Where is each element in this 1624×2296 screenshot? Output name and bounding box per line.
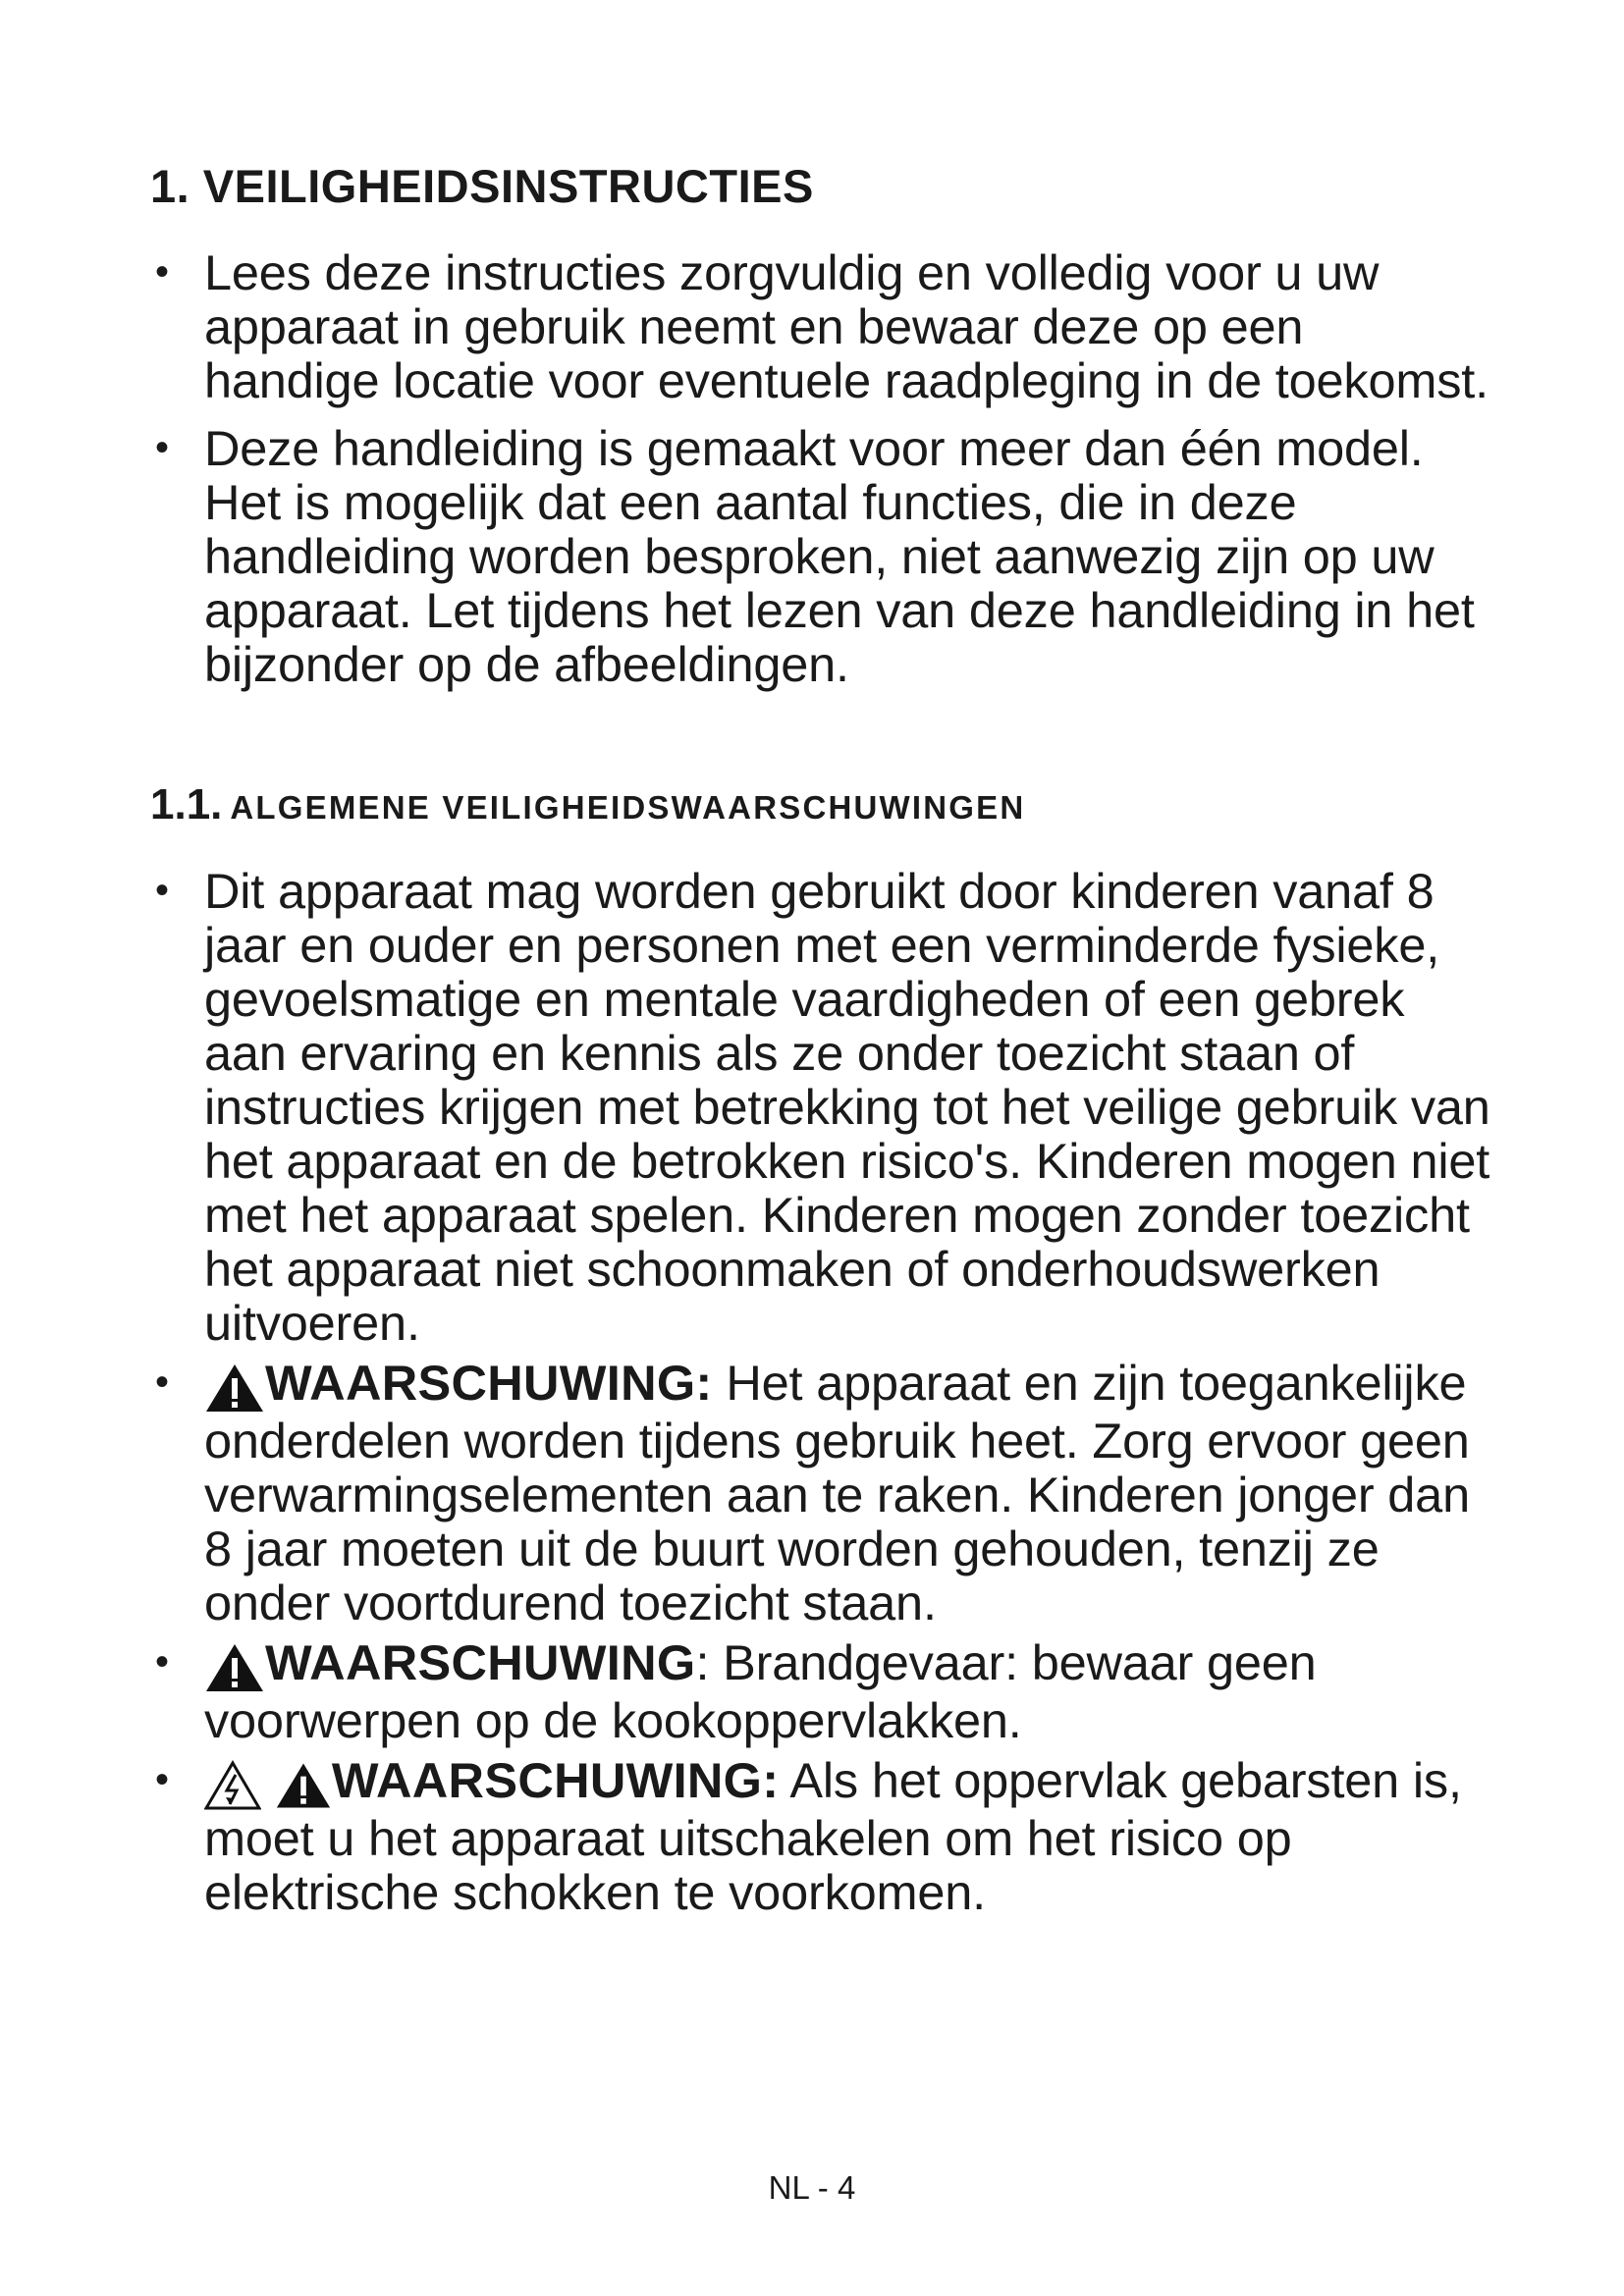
warning-text: Als het oppervlak gebarsten is, moet u het apparaat uitschakelen om het risico op elektrische schokken te voorkomen. <box>204 1752 1462 1920</box>
warning-label: WAARSCHUWING: <box>331 1752 780 1808</box>
warning-text: Het apparaat en zijn toegankelijke onderdelen worden tijdens gebruik heet. Zorg ervoor geen verwarmingselementen aan te raken. Kinderen jonger dan 8 jaar moeten uit de buurt worden gehouden, tenzij ze onder voortdurend toezicht staan. <box>204 1355 1470 1630</box>
bullet-icon: • <box>155 426 169 469</box>
warning-triangle-icon <box>204 1362 265 1414</box>
general-warnings-list <box>155 864 1490 1919</box>
list-item <box>155 421 1490 691</box>
section-heading: 1. VEILIGHEIDSINSTRUCTIES <box>150 160 814 212</box>
list-item-text: Lees deze instructies zorgvuldig en volledig voor u uw apparaat in gebruik neemt en bewaar deze op een handige locatie voor eventuele raadpleging in de toekomst. <box>204 244 1489 408</box>
warning-triangle-icon <box>204 1642 265 1693</box>
subsection-heading <box>150 780 1025 829</box>
warning-text: : Brandgevaar: bewaar geen voorwerpen op de kookoppervlakken. <box>204 1634 1317 1748</box>
subsection-title: ALGEMENE VEILIGHEIDSWAARSCHUWINGEN <box>230 789 1026 826</box>
bullet-icon: • <box>155 869 169 912</box>
warning-label: WAARSCHUWING: <box>265 1355 713 1411</box>
bullet-icon: • <box>155 250 169 294</box>
list-item <box>155 864 1490 1350</box>
warning-item <box>155 1635 1490 1747</box>
warning-triangle-icon <box>275 1760 332 1811</box>
list-item-text: Deze handleiding is gemaakt voor meer dan één model. Het is mogelijk dat een aantal functies, die in deze handleiding worden besproken, niet aanwezig zijn op uw apparaat. Let tijdens het lezen van deze handleiding in het bijzonder op de afbeeldingen. <box>204 420 1475 692</box>
bullet-icon: • <box>155 1361 169 1404</box>
bullet-icon: • <box>155 1640 169 1683</box>
warning-label: WAARSCHUWING <box>265 1634 696 1690</box>
list-item-text: Dit apparaat mag worden gebruikt door kinderen vanaf 8 jaar en ouder en personen met een verminderde fysieke, gevoelsmatige en mentale vaardigheden of een gebrek aan ervaring en kennis als ze onder toezicht staan of instructies krijgen met betrekking tot het veilige gebruik van het apparaat en de betrokken risico's. Kinderen mogen niet met het apparaat spelen. Kinderen mogen zonder toezicht het apparaat niet schoonmaken of onderhoudswerken uitvoeren. <box>204 863 1490 1351</box>
safety-instructions-list <box>155 245 1490 691</box>
list-item <box>155 245 1490 407</box>
bullet-icon: • <box>155 1758 169 1801</box>
warning-item <box>155 1356 1490 1629</box>
electric-shock-icon <box>204 1760 261 1811</box>
subsection-number: 1.1. <box>150 780 223 828</box>
page-number: NL - 4 <box>768 2169 856 2206</box>
warning-item <box>155 1753 1490 1919</box>
